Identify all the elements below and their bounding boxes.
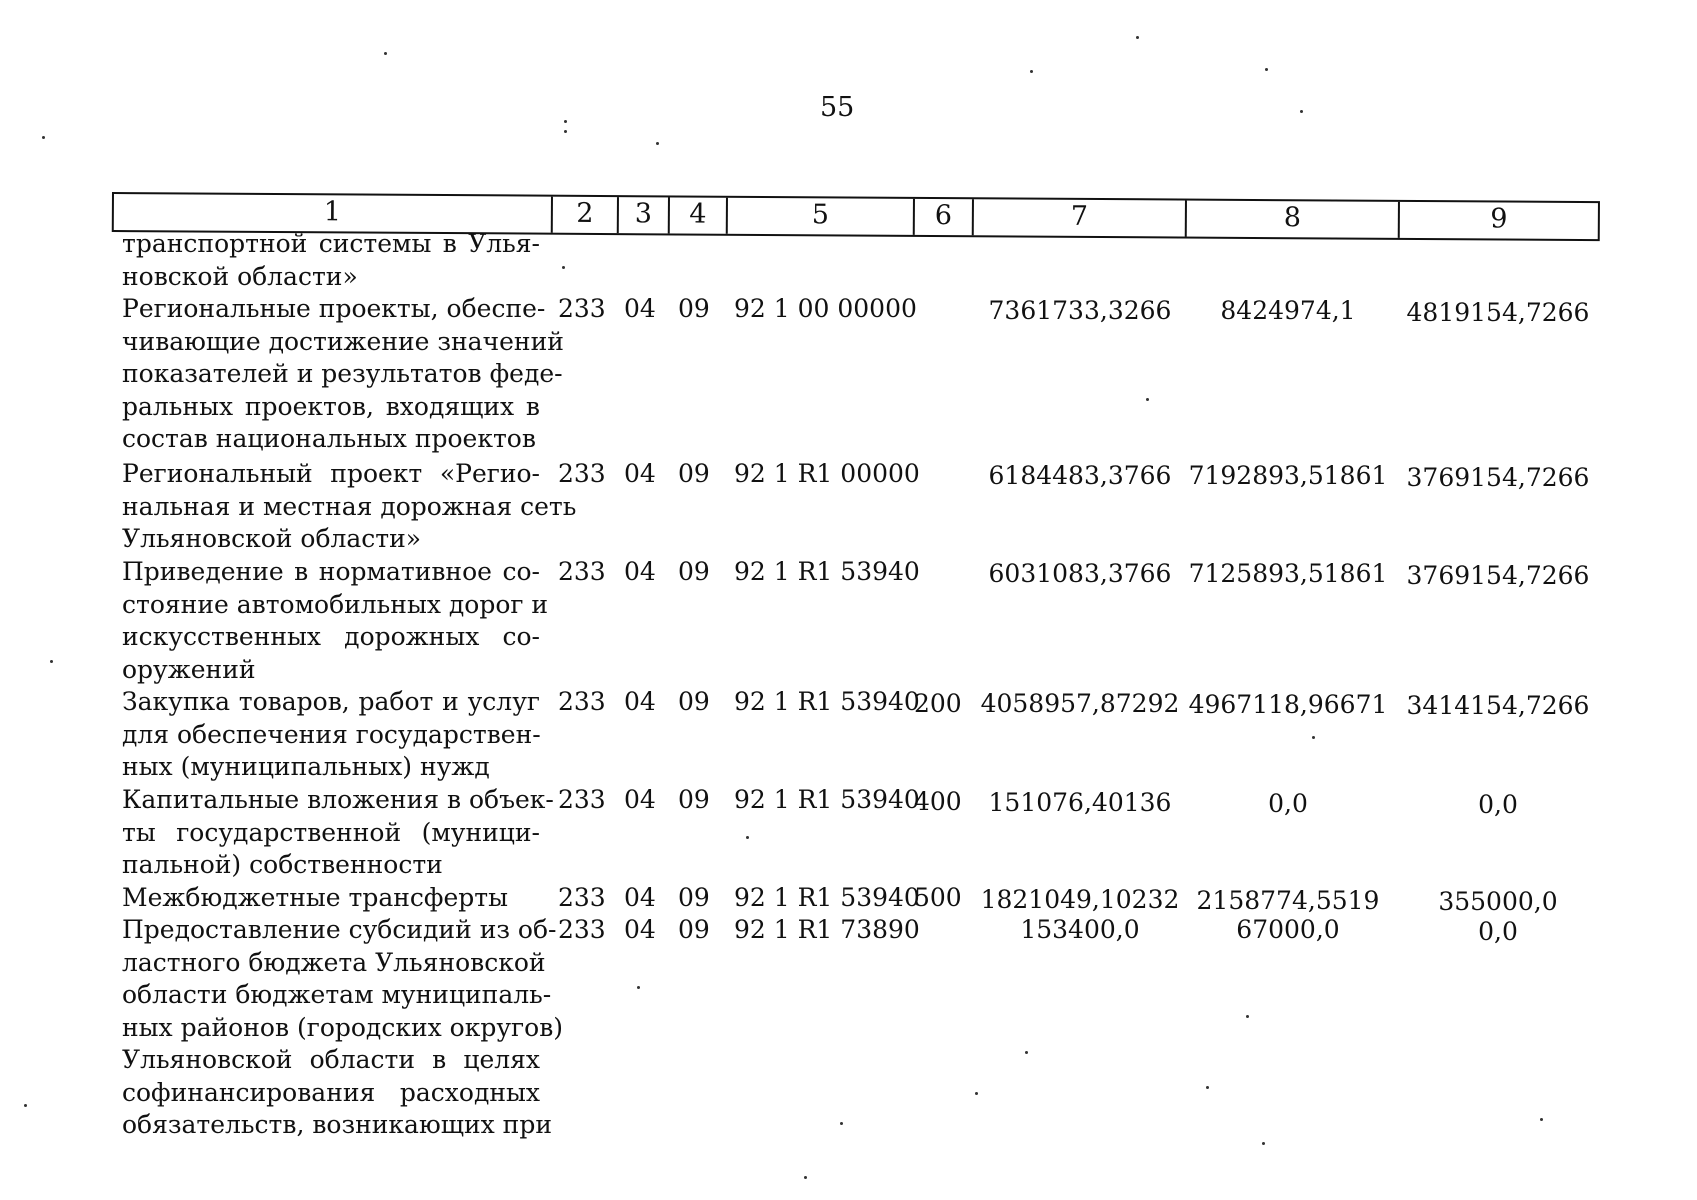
- cell-admin-code: 233: [558, 687, 606, 716]
- description-line: Региональные проекты, обеспе-: [122, 294, 546, 323]
- description-line: показателей и результатов феде-: [122, 359, 563, 388]
- cell-target-article: 92 1 R1 53940: [734, 883, 920, 912]
- cell-target-article: 92 1 00 00000: [734, 294, 917, 323]
- description-line: Ульяновской области»: [122, 524, 422, 553]
- cell-amount-8: 2158774,5519: [1196, 886, 1380, 915]
- speck: [1262, 1142, 1265, 1145]
- description-line: новской области»: [122, 261, 358, 291]
- cell-subsection: 09: [678, 915, 710, 944]
- description-line: Закупка товаров, работ и услуг: [122, 687, 540, 716]
- description-line: для обеспечения государствен-: [122, 719, 541, 749]
- row-description: [122, 686, 540, 784]
- row-description: [122, 914, 564, 1142]
- cell-amount-7: 6184483,3766: [988, 461, 1172, 490]
- cell-admin-code: 233: [558, 785, 606, 814]
- description-line: чивающие достижение значений: [122, 326, 564, 356]
- cell-expense-type: 500: [914, 883, 962, 912]
- cell-subsection: 09: [678, 785, 710, 814]
- speck: [804, 1176, 807, 1179]
- header-col-4: 4: [668, 197, 726, 233]
- header-col-7: 7: [972, 199, 1185, 236]
- cell-section: 04: [624, 883, 656, 912]
- speck: [1265, 68, 1268, 71]
- cell-amount-9: 0,0: [1478, 790, 1518, 819]
- description-line: Предоставление субсидий из об-: [122, 915, 557, 944]
- description-line: стояние автомобильных дорог и: [122, 589, 549, 619]
- cell-target-article: 92 1 R1 00000: [734, 459, 920, 488]
- description-line: области бюджетам муниципаль-: [122, 980, 552, 1009]
- header-col-5: 5: [726, 198, 913, 235]
- cell-target-article: 92 1 R1 73890: [734, 915, 920, 944]
- cell-section: 04: [624, 915, 656, 944]
- description-line: Региональный проект «Регио-: [122, 459, 540, 488]
- cell-amount-9: 355000,0: [1438, 887, 1558, 916]
- speck: [562, 266, 565, 269]
- cell-section: 04: [624, 785, 656, 814]
- description-line: Приведение в нормативное со-: [122, 557, 540, 586]
- cell-amount-9: 3769154,7266: [1406, 463, 1590, 492]
- cell-amount-7: 151076,40136: [988, 788, 1172, 817]
- row-description: [122, 458, 577, 556]
- cell-subsection: 09: [678, 557, 710, 586]
- speck: [1146, 398, 1149, 401]
- speck: [1206, 1086, 1209, 1089]
- description-line: софинансирования расходных: [122, 1077, 540, 1107]
- page-number: 55: [820, 92, 855, 123]
- cell-subsection: 09: [678, 883, 710, 912]
- speck: [1025, 1051, 1028, 1054]
- speck: [1540, 1118, 1543, 1121]
- cell-amount-7: 6031083,3766: [988, 559, 1172, 588]
- cell-amount-9: 3414154,7266: [1406, 691, 1590, 720]
- cell-expense-type: 200: [914, 689, 962, 718]
- description-line: Ульяновской области в целях: [122, 1045, 540, 1074]
- description-line: искусственных дорожных со-: [122, 622, 540, 651]
- description-line: транспортной системы в Улья-: [122, 229, 540, 258]
- description-line: ральных проектов, входящих в: [122, 391, 540, 421]
- cell-amount-8: 4967118,96671: [1188, 690, 1388, 719]
- speck: [746, 836, 749, 839]
- cell-amount-9: 0,0: [1478, 917, 1518, 946]
- cell-amount-8: 7125893,51861: [1188, 559, 1388, 588]
- speck: [50, 660, 53, 663]
- description-line: пальной) собственности: [122, 850, 443, 879]
- header-col-3: 3: [617, 197, 668, 233]
- description-line: ных (муниципальных) нужд: [122, 752, 490, 781]
- cell-amount-7: 4058957,87292: [980, 689, 1180, 718]
- row-description: [122, 556, 549, 686]
- speck: [1246, 1015, 1249, 1018]
- header-col-6: 6: [913, 199, 972, 235]
- cell-admin-code: 233: [558, 915, 606, 944]
- cell-section: 04: [624, 557, 656, 586]
- speck: [42, 136, 45, 139]
- cell-amount-7: 153400,0: [1020, 915, 1140, 944]
- row-description: [122, 882, 540, 915]
- cell-admin-code: 233: [558, 294, 606, 323]
- speck: [1136, 36, 1139, 39]
- cell-amount-9: 4819154,7266: [1406, 298, 1590, 327]
- speck: [840, 1122, 843, 1125]
- description-line: нальная и местная дорожная сеть: [122, 491, 577, 521]
- cell-amount-7: 7361733,3266: [988, 296, 1172, 325]
- header-col-2: 2: [551, 197, 617, 233]
- cell-section: 04: [624, 294, 656, 323]
- cell-target-article: 92 1 R1 53940: [734, 785, 920, 814]
- description-line: Межбюджетные трансферты: [122, 883, 509, 912]
- speck: [24, 1104, 27, 1107]
- cell-section: 04: [624, 687, 656, 716]
- description-line: ных районов (городских округов): [122, 1012, 564, 1042]
- speck: [564, 120, 567, 123]
- description-line: ты государственной (муници-: [122, 817, 540, 847]
- speck: [564, 130, 567, 133]
- cell-amount-8: 0,0: [1268, 789, 1308, 818]
- cell-amount-8: 8424974,1: [1220, 296, 1356, 325]
- speck: [1030, 70, 1033, 73]
- row-description: [122, 293, 564, 456]
- cell-admin-code: 233: [558, 883, 606, 912]
- cell-target-article: 92 1 R1 53940: [734, 557, 920, 586]
- cell-amount-8: 67000,0: [1236, 915, 1340, 944]
- description-line: оружений: [122, 654, 256, 684]
- description-line: ластного бюджета Ульяновской: [122, 947, 546, 977]
- speck: [975, 1092, 978, 1095]
- cell-subsection: 09: [678, 294, 710, 323]
- cell-admin-code: 233: [558, 459, 606, 488]
- cell-subsection: 09: [678, 459, 710, 488]
- cell-section: 04: [624, 459, 656, 488]
- row-description: [122, 228, 540, 293]
- description-line: состав национальных проектов: [122, 424, 536, 453]
- header-col-1: 1: [323, 195, 342, 227]
- header-col-8: 8: [1185, 201, 1398, 238]
- description-line: Капитальные вложения в объек-: [122, 785, 554, 814]
- cell-subsection: 09: [678, 687, 710, 716]
- header-col-9: 9: [1398, 202, 1598, 239]
- speck: [384, 52, 387, 55]
- speck: [656, 142, 659, 145]
- cell-amount-9: 3769154,7266: [1406, 561, 1590, 590]
- row-description: [122, 784, 554, 882]
- speck: [1312, 736, 1315, 739]
- cell-admin-code: 233: [558, 557, 606, 586]
- speck: [637, 986, 640, 989]
- cell-expense-type: 400: [914, 787, 962, 816]
- cell-amount-7: 1821049,10232: [980, 885, 1180, 914]
- speck: [1300, 110, 1303, 113]
- cell-amount-8: 7192893,51861: [1188, 461, 1388, 490]
- description-line: обязательств, возникающих при: [122, 1110, 552, 1139]
- cell-target-article: 92 1 R1 53940: [734, 687, 920, 716]
